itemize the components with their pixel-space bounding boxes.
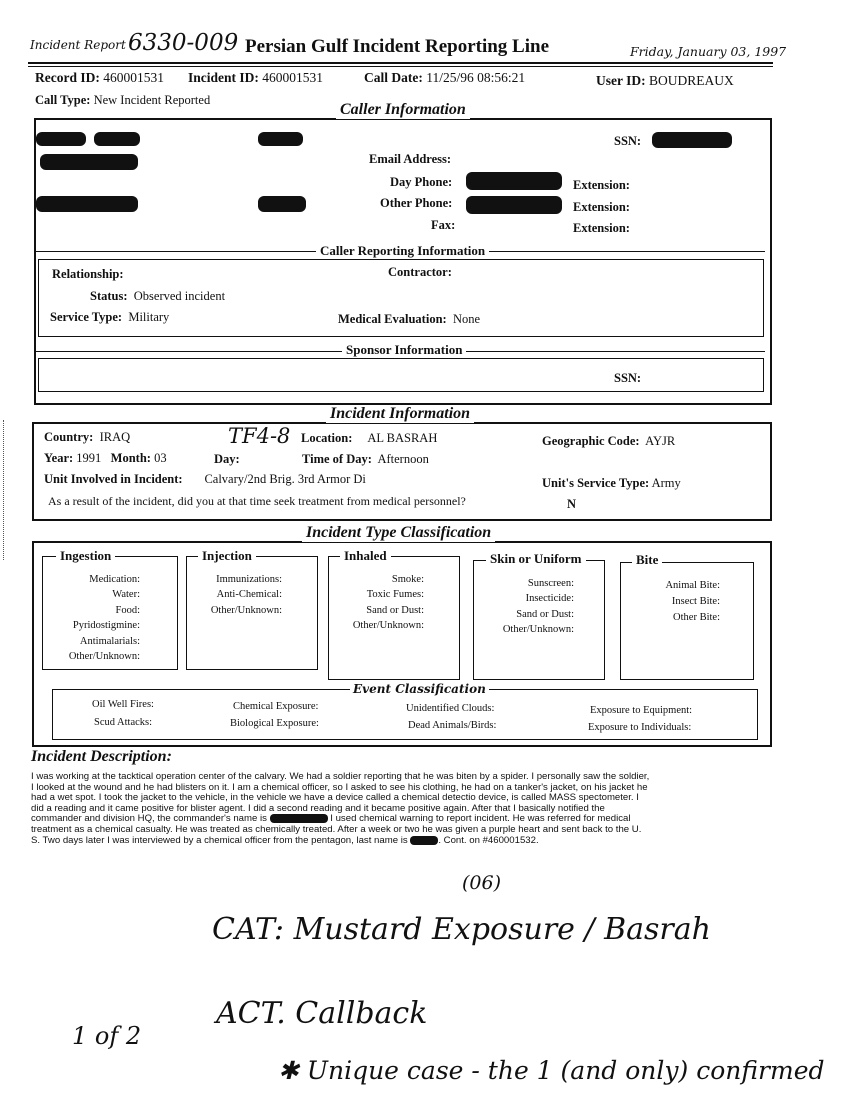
ingestion-item: Food:	[115, 604, 140, 616]
ingestion-item: Water:	[112, 589, 140, 601]
description-line: treatment as a chemical casualty. He was treated as chemically treated. After a week or two he was given a purple heart and sent back to the U.	[31, 824, 642, 835]
call-type-row	[35, 93, 210, 108]
bite-title: Bite	[632, 552, 662, 568]
classification-title: Incident Type Classification	[302, 524, 495, 542]
injection-item: Immunizations:	[216, 574, 282, 585]
inhaled-item: Other/Unknown:	[352, 620, 424, 632]
inhaled-items	[328, 572, 424, 634]
redaction	[94, 132, 140, 146]
description-segment: . Cont. on #460001532.	[438, 834, 539, 846]
report-number-handwritten: 6330-009	[128, 30, 239, 56]
skin-item: Other/Unknown:	[502, 624, 574, 636]
skin-title: Skin or Uniform	[486, 551, 586, 567]
description-line: did a reading and it came positive for blister agent. I did a second reading and it became positive again. After that I basically notified the	[31, 802, 605, 814]
redaction	[652, 132, 732, 148]
incident-id-label: Incident ID:	[188, 70, 259, 85]
status-label: Status:	[90, 289, 128, 303]
geo-code-label: Geographic Code:	[542, 434, 640, 448]
location-row	[301, 431, 437, 446]
description-title: Incident Description:	[31, 748, 172, 765]
time-of-day-label: Time of Day:	[302, 452, 372, 466]
injection-item: Other/Unknown:	[210, 604, 282, 616]
user-id-value: BOUDREAUX	[649, 73, 734, 88]
ingestion-item: Pyridostigmine:	[72, 620, 140, 632]
status-value: Observed incident	[133, 289, 226, 303]
description-line	[31, 836, 821, 847]
star-icon: ✱	[278, 1056, 299, 1085]
description-segment: commander and division HQ, the commander's name is	[31, 813, 267, 825]
redaction	[410, 836, 438, 845]
year-value: 1991	[76, 451, 102, 465]
month-label: Month:	[110, 451, 151, 465]
redaction	[270, 814, 328, 823]
bite-item: Other Bite:	[673, 612, 720, 623]
inhaled-item: Sand or Dust:	[366, 604, 424, 616]
scan-mark	[3, 420, 5, 560]
time-of-day-value: Afternoon	[377, 452, 429, 466]
medical-eval-label: Medical Evaluation:	[338, 312, 447, 326]
unit-value: Calvary/2nd Brig. 3rd Armor Di	[204, 472, 366, 486]
ingestion-item: Other/Unknown:	[68, 651, 140, 663]
redaction	[40, 154, 138, 170]
year-row	[44, 451, 167, 466]
extension-label-3: Extension:	[573, 221, 630, 235]
country-value: IRAQ	[99, 430, 131, 444]
inhaled-title: Inhaled	[340, 548, 391, 564]
day-phone-label: Day Phone:	[390, 175, 453, 189]
email-label: Email Address:	[369, 152, 452, 166]
month-value: 03	[154, 451, 167, 465]
header-rule	[28, 62, 773, 64]
event-oil-well: Oil Well Fires:	[92, 699, 154, 710]
event-individuals: Exposure to Individuals:	[588, 722, 692, 733]
user-id-row	[596, 73, 734, 89]
handwritten-action: ACT. Callback	[216, 996, 428, 1031]
extension-label-2: Extension:	[573, 200, 630, 214]
description-segment: I used chemical warning to report incident. He was referred for medical	[330, 813, 631, 825]
incident-report-label: Incident Report	[30, 38, 126, 52]
extension-label-1: Extension:	[573, 178, 630, 192]
incident-id-row	[188, 70, 323, 86]
handwritten-page-count: 1 of 2	[72, 1022, 142, 1050]
inhaled-item: Toxic Fumes:	[366, 589, 424, 601]
incident-information-title: Incident Information	[326, 405, 474, 423]
skin-item: Sunscreen:	[527, 578, 574, 589]
unit-service-row	[542, 476, 681, 491]
incident-id-value: 460001531	[262, 70, 324, 85]
skin-item: Sand or Dust:	[516, 608, 574, 620]
event-scud: Scud Attacks:	[94, 717, 153, 728]
bite-items	[620, 578, 720, 626]
redaction	[258, 132, 303, 146]
handwritten-note-text: Unique case - the 1 (and only) confirmed	[306, 1056, 825, 1085]
caller-information-title: Caller Information	[336, 101, 470, 119]
event-bio-exposure: Biological Exposure:	[230, 718, 319, 729]
injection-title: Injection	[198, 548, 256, 564]
location-value: AL BASRAH	[367, 431, 438, 445]
user-id-label: User ID:	[596, 73, 646, 88]
ingestion-title: Ingestion	[56, 548, 115, 564]
handwritten-code-06: (06)	[462, 872, 502, 894]
injection-items	[186, 572, 282, 618]
call-type-value: New Incident Reported	[93, 93, 211, 107]
fax-label: Fax:	[431, 218, 456, 232]
service-type-label: Service Type:	[50, 310, 123, 324]
service-type-value: Military	[128, 310, 170, 324]
bite-item: Insect Bite:	[671, 596, 720, 607]
skin-items	[478, 576, 574, 638]
inhaled-item: Smoke:	[391, 574, 424, 585]
injection-item: Anti-Chemical:	[216, 589, 282, 601]
call-date-row	[364, 70, 525, 86]
header-rule-2	[28, 66, 773, 67]
description-line: had a wet spot. I took the jacket to the vehicle, in the vehicle we have a device called a chemical detectio device, is called MASS spectometer. I	[31, 792, 639, 804]
ingestion-item: Medication:	[89, 574, 140, 585]
other-phone-label: Other Phone:	[380, 196, 453, 210]
event-dead-animals: Dead Animals/Birds:	[408, 720, 497, 731]
unit-service-value: Army	[651, 476, 681, 490]
bite-item: Animal Bite:	[665, 580, 720, 591]
ingestion-items	[44, 572, 140, 664]
redaction	[36, 196, 138, 212]
event-clouds: Unidentified Clouds:	[406, 703, 495, 714]
redaction	[466, 172, 562, 190]
treatment-answer: N	[567, 497, 577, 511]
handwritten-note	[278, 1056, 825, 1085]
unit-service-label: Unit's Service Type:	[542, 476, 650, 490]
page-title: Persian Gulf Incident Reporting Line	[245, 36, 550, 57]
event-chem-exposure: Chemical Exposure:	[233, 701, 319, 712]
skin-item: Insecticide:	[525, 593, 574, 605]
treatment-question: As a result of the incident, did you at that time seek treatment from medical personnel?	[48, 494, 466, 508]
report-date: Friday, January 03, 1997	[630, 44, 787, 59]
year-label: Year:	[44, 451, 74, 465]
geo-code-value: AYJR	[645, 434, 676, 448]
time-of-day-row	[302, 452, 429, 467]
relationship-label: Relationship:	[52, 267, 124, 281]
ingestion-item: Antimalarials:	[79, 635, 140, 647]
status-row	[90, 289, 225, 304]
description-line: I looked at the wound and he had blisters on it. I am a chemical officer, so I asked to see his clothing, he had on a tanker's jacket, on his jacket he	[31, 781, 648, 793]
handwritten-category: CAT: Mustard Exposure / Basrah	[212, 912, 711, 947]
description-line: I was working at the tacktical operation center of the calvary. We had a soldier reporting that he was biten by a spider. I personally saw the soldier,	[31, 771, 650, 782]
location-label: Location:	[301, 431, 353, 445]
unit-label: Unit Involved in Incident:	[44, 472, 183, 486]
medical-eval-value: None	[452, 312, 481, 326]
call-type-label: Call Type:	[35, 93, 91, 107]
event-equipment: Exposure to Equipment:	[590, 705, 693, 716]
event-title: Event Classification	[350, 682, 489, 696]
unit-row	[44, 472, 366, 487]
redaction	[466, 196, 562, 214]
record-id-value: 460001531	[103, 70, 164, 85]
service-type-row	[50, 310, 169, 325]
call-date-label: Call Date:	[364, 70, 423, 85]
caller-reporting-title: Caller Reporting Information	[316, 243, 489, 259]
call-date-value: 11/25/96 08:56:21	[426, 70, 526, 85]
geo-code-row	[542, 434, 675, 449]
sponsor-box	[38, 358, 764, 392]
record-id-row	[35, 70, 164, 86]
record-id-label: Record ID:	[35, 70, 100, 85]
redaction	[258, 196, 306, 212]
contractor-label: Contractor:	[388, 265, 452, 279]
country-label: Country:	[44, 430, 94, 444]
sponsor-title: Sponsor Information	[342, 342, 466, 358]
description-segment: S. Two days later I was interviewed by a chemical officer from the pentagon, last name is	[31, 834, 408, 846]
redaction	[36, 132, 86, 146]
description-body	[31, 772, 821, 846]
country-row	[44, 430, 130, 445]
handwritten-code: TF4-8	[228, 424, 291, 448]
day-label: Day:	[214, 452, 240, 466]
ssn-label: SSN:	[614, 134, 642, 148]
medical-eval-row	[338, 312, 480, 327]
sponsor-ssn-label: SSN:	[614, 371, 642, 385]
